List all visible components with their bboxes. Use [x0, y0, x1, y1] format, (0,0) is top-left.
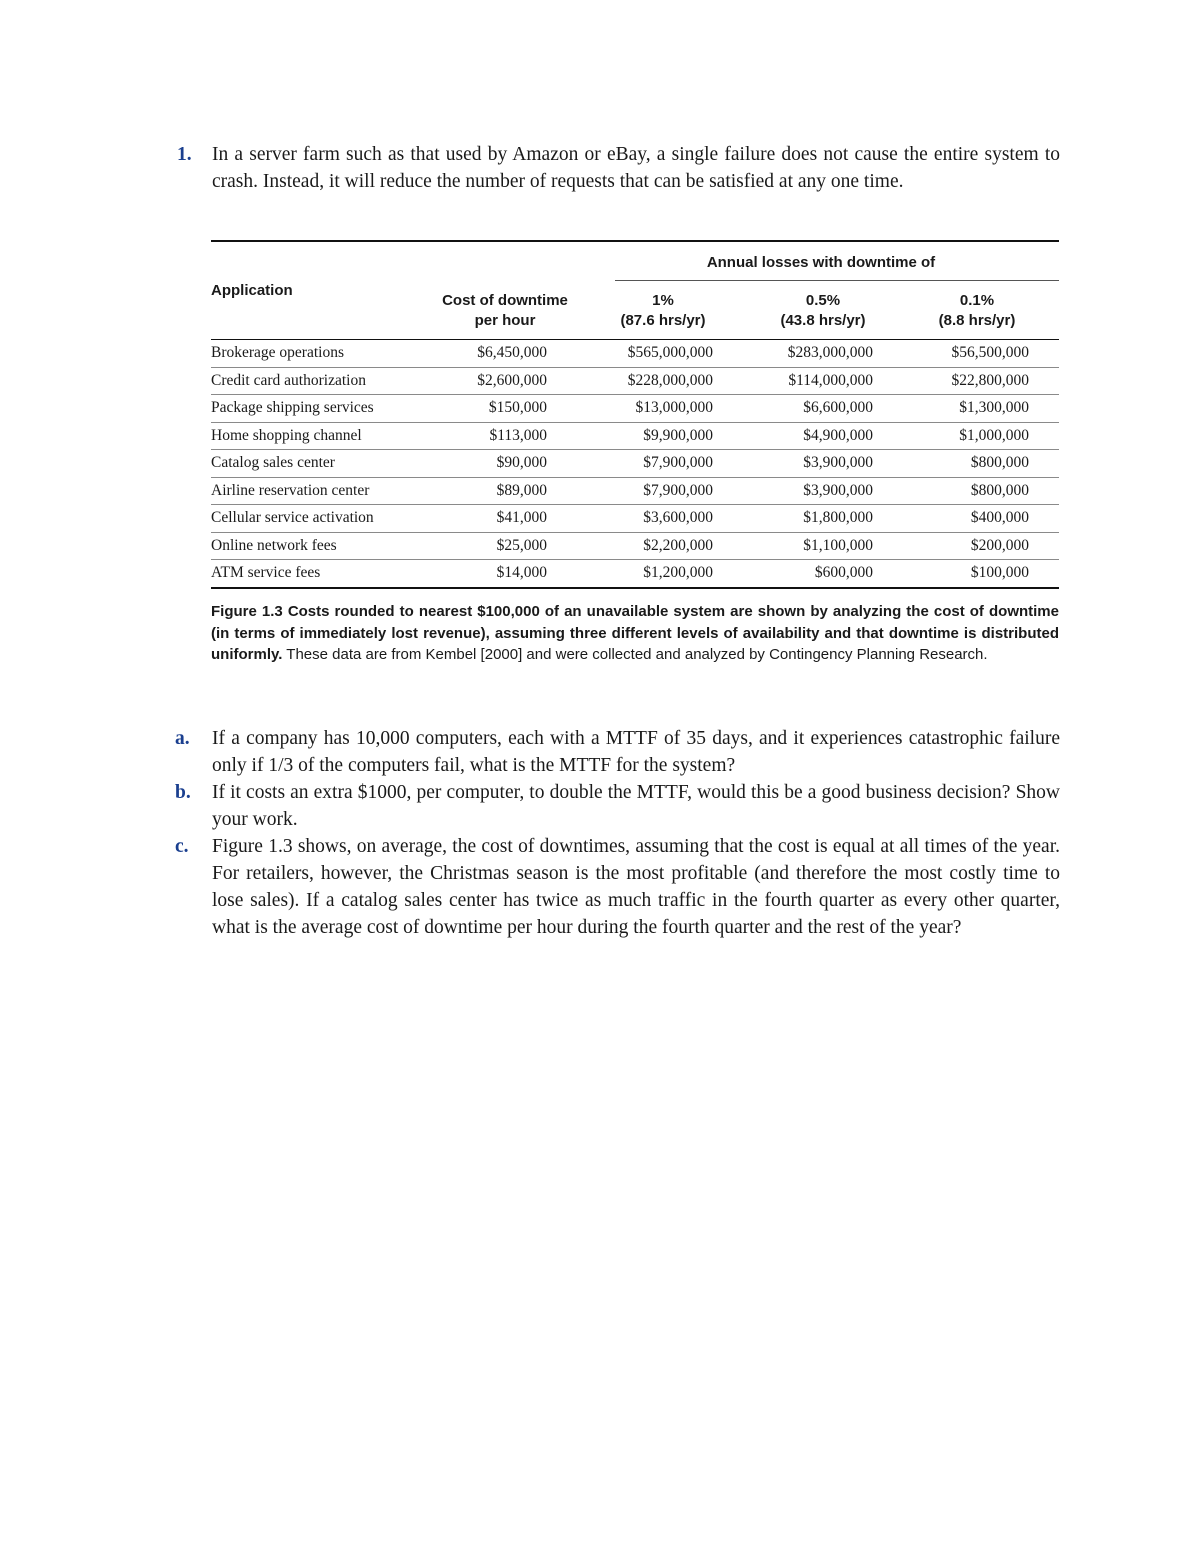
cell-application: Airline reservation center — [211, 481, 370, 499]
header-cost-line1: Cost of downtime — [442, 292, 568, 309]
cell-cost-per-hour: $89,000 — [496, 481, 547, 499]
table-row — [211, 340, 1059, 368]
cell-loss-05-percent: $6,600,000 — [803, 399, 873, 416]
header-1-percent — [593, 291, 733, 331]
cell-loss-05-percent: $114,000,000 — [788, 371, 873, 389]
sub-question-letter: c. — [175, 836, 189, 857]
cell-loss-05-percent: $1,100,000 — [803, 536, 873, 554]
cell-loss-01-percent: $200,000 — [970, 536, 1029, 554]
sub-questions — [175, 725, 1060, 941]
cell-cost-per-hour: $150,000 — [488, 399, 547, 416]
header-1pct-line1: 1% — [652, 292, 674, 309]
question-text: In a server farm such as that used by Amazon or eBay, a single failure does not cause the entire system to crash. Instead, it will reduce the number of requests that can be satisfied at any one time. — [212, 144, 1060, 192]
sub-question — [175, 725, 1060, 779]
sub-question-text: If a company has 10,000 computers, each with a MTTF of 35 days, and it experiences catastrophic failure only if 1/3 of the computers fail, what is the MTTF for the system? — [212, 728, 1060, 776]
group-header: Annual losses with downtime of — [706, 254, 936, 271]
cell-application: Cellular service activation — [211, 509, 374, 526]
cell-application: Online network fees — [211, 536, 337, 554]
sub-question-text: Figure 1.3 shows, on average, the cost of downtimes, assuming that the cost is equal at all times of the year. For retailers, however, the Christmas season is the most profitable (and therefore the most costly time to lose sales). If a catalog sales center has twice as much traffic in the fourth quarter as every other quarter, what is the average cost of downtime per hour during the fourth quarter and the rest of the year? — [212, 836, 1060, 938]
table-row — [211, 560, 1059, 589]
header-1pct-line2: (87.6 hrs/yr) — [620, 312, 706, 329]
header-01pct-line1: 0.1% — [959, 292, 995, 309]
cell-loss-05-percent: $1,800,000 — [803, 509, 873, 526]
table-body — [211, 340, 1059, 589]
cell-loss-01-percent: $56,500,000 — [951, 344, 1029, 361]
cell-cost-per-hour: $2,600,000 — [477, 371, 547, 389]
cell-loss-1-percent: $13,000,000 — [635, 399, 713, 416]
sub-question-text: If it costs an extra $1000, per computer, to double the MTTF, would this be a good business decision? Show your work. — [212, 782, 1060, 830]
sub-question — [175, 833, 1060, 941]
group-header-rule — [615, 280, 1059, 281]
cell-application: Home shopping channel — [211, 426, 362, 444]
cell-application: Brokerage operations — [211, 344, 344, 361]
caption-bold-text: Costs rounded to nearest $100,000 of an unavailable system are shown by analyzing the cost of downtime (in terms of immediately lost revenue), assuming three different levels of availability and that downtime is distributed uniformly. — [211, 603, 1059, 663]
cell-loss-1-percent: $2,200,000 — [643, 536, 713, 554]
cell-loss-1-percent: $9,900,000 — [643, 426, 713, 444]
cell-loss-01-percent: $1,300,000 — [959, 399, 1029, 416]
cell-cost-per-hour: $113,000 — [489, 426, 547, 444]
cell-application: ATM service fees — [211, 564, 321, 581]
cell-loss-01-percent: $800,000 — [970, 454, 1029, 471]
cell-loss-05-percent: $4,900,000 — [803, 426, 873, 444]
cell-loss-1-percent: $1,200,000 — [643, 564, 713, 581]
table-row — [211, 368, 1059, 396]
header-01-percent — [915, 291, 1039, 331]
header-05pct-line1: 0.5% — [805, 292, 841, 309]
question-number: 1. — [177, 144, 192, 165]
header-05pct-line2: (43.8 hrs/yr) — [780, 312, 866, 329]
table-row — [211, 450, 1059, 478]
sub-question-letter: a. — [175, 728, 190, 749]
cell-application: Credit card authorization — [211, 371, 366, 389]
cell-loss-1-percent: $3,600,000 — [643, 509, 713, 526]
cell-loss-1-percent: $228,000,000 — [627, 371, 713, 389]
cell-cost-per-hour: $6,450,000 — [477, 344, 547, 361]
cell-loss-05-percent: $3,900,000 — [803, 454, 873, 471]
sub-question — [175, 779, 1060, 833]
cell-loss-01-percent: $1,000,000 — [959, 426, 1029, 444]
question-1 — [177, 141, 1060, 195]
cell-cost-per-hour: $90,000 — [496, 454, 547, 471]
cell-loss-01-percent: $22,800,000 — [951, 371, 1029, 389]
table-top-rule — [211, 240, 1059, 242]
header-cost-line2: per hour — [474, 312, 536, 329]
cell-loss-05-percent: $600,000 — [814, 564, 873, 581]
cell-application: Catalog sales center — [211, 454, 335, 471]
figure-caption — [211, 601, 1059, 666]
cell-loss-05-percent: $3,900,000 — [803, 481, 873, 499]
cell-loss-01-percent: $800,000 — [970, 481, 1029, 499]
table-row — [211, 533, 1059, 561]
table-row — [211, 423, 1059, 451]
caption-label: Figure 1.3 — [211, 603, 283, 620]
table-row — [211, 478, 1059, 506]
header-cost-per-hour — [425, 291, 585, 331]
cell-loss-1-percent: $565,000,000 — [627, 344, 713, 361]
sub-question-letter: b. — [175, 782, 191, 803]
table-row — [211, 505, 1059, 533]
cell-loss-01-percent: $400,000 — [970, 509, 1029, 526]
cell-loss-1-percent: $7,900,000 — [643, 454, 713, 471]
cell-cost-per-hour: $41,000 — [496, 509, 547, 526]
cell-loss-01-percent: $100,000 — [970, 564, 1029, 581]
header-application: Application — [211, 282, 293, 299]
cell-cost-per-hour: $14,000 — [496, 564, 547, 581]
header-05-percent — [753, 291, 893, 331]
cell-loss-05-percent: $283,000,000 — [787, 344, 873, 361]
table-row — [211, 395, 1059, 423]
cell-application: Package shipping services — [211, 399, 374, 416]
cell-cost-per-hour: $25,000 — [496, 536, 547, 554]
cell-loss-1-percent: $7,900,000 — [643, 481, 713, 499]
header-01pct-line2: (8.8 hrs/yr) — [938, 312, 1016, 329]
caption-plain-text: These data are from Kembel [2000] and were collected and analyzed by Contingency Planning Research. — [286, 646, 988, 663]
